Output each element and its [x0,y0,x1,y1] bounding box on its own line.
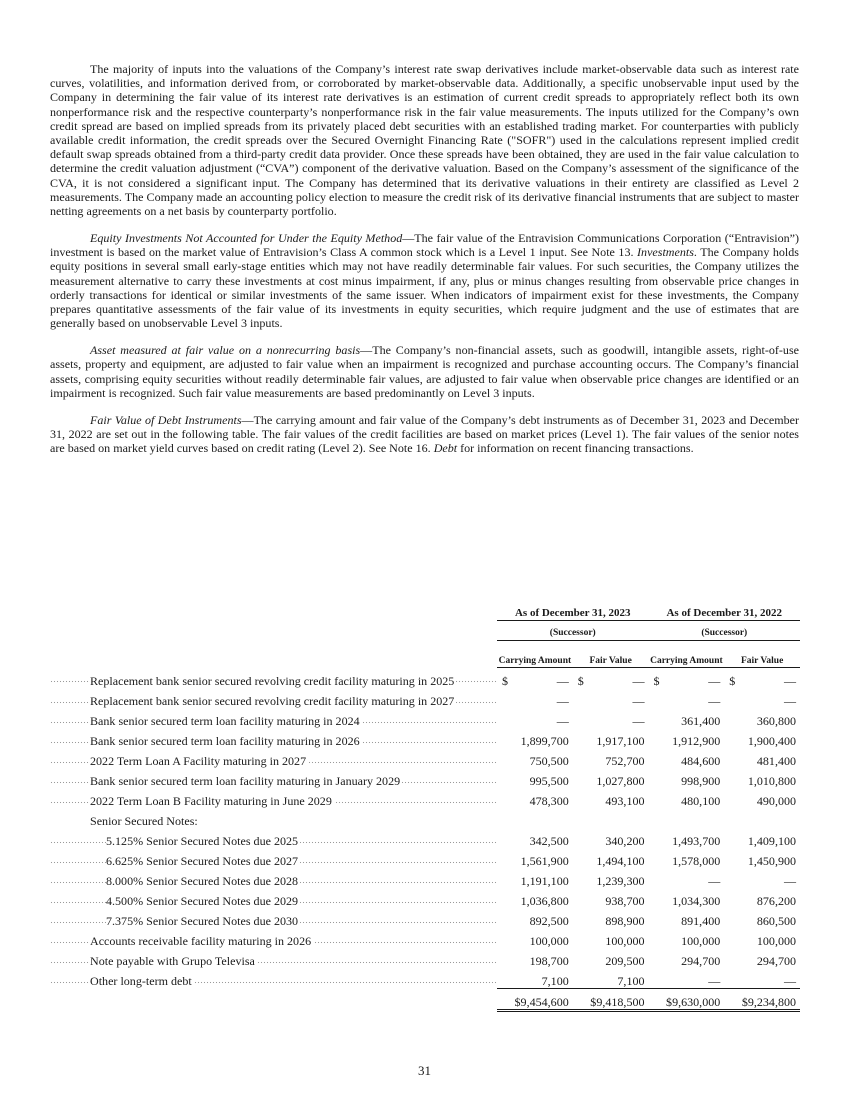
paragraph-text: —The Company’s non-financial assets, such as goodwill, intangible assets, right-of-use assets, property and equipment, are adjusted to fair value when an impairment is recognized and purchase accounting occurs. The Company’s financial assets, comprising equity securities without readily determinable fair values, are adjusted to fair value when observable price changes are identified or an impairment is recognized. Such fair value measurements are based predominantly on Level 3 inputs. [50,343,799,400]
table-row [50,928,800,948]
header-period-2023: As of December 31, 2023 [497,600,649,620]
table-row [50,888,800,908]
cell-f22: 100,000 [756,933,797,948]
dollar-sign: $ [577,673,584,688]
cell-c23: 478,300 [529,793,569,808]
row-label: Replacement bank senior secured revolving credit facility maturing in 2025 [50,667,497,688]
header-successor-2023: (Successor) [497,620,649,640]
paragraph-text: for information on recent financing transactions. [457,441,694,456]
table-row [50,667,800,688]
header-carrying-2023: Carrying Amount [497,640,573,667]
cell-c22: 480,100 [681,793,721,808]
cell-f22: 360,800 [756,713,797,728]
cell-c23: 100,000 [529,933,569,948]
table-row [50,828,800,848]
row-label: 5.125% Senior Secured Notes due 2025 [50,828,497,848]
table-row [50,968,800,989]
table-row [50,768,800,788]
row-label: Replacement bank senior secured revolving credit facility maturing in 2027 [50,688,497,708]
table-row [50,948,800,968]
cell-f23: 1,239,300 [596,873,645,888]
dollar-sign: $ [653,673,660,688]
debt-instruments-table [50,600,800,1012]
cell-f22: 481,400 [756,753,797,768]
total-c23: $9,454,600 [497,988,573,1010]
paragraph-debt-fair-value [50,413,799,456]
cell-c22: 100,000 [681,933,721,948]
cell-f22: — [783,693,797,708]
cell-c23: 1,191,100 [520,873,569,888]
cell-c23: 995,500 [529,773,569,788]
cell-f23: 1,027,800 [596,773,645,788]
cell-c23: 198,700 [529,953,569,968]
paragraph-heading: Asset measured at fair value on a nonrecurring basis [90,343,361,358]
cell-f22: 860,500 [756,913,797,928]
cell-c22: — [708,693,721,708]
cell-f23: 1,494,100 [596,853,645,868]
cell-f22: 294,700 [756,953,797,968]
cell-f23: $ — [573,667,649,688]
cell-c22: 891,400 [681,913,721,928]
dollar-sign: $ [502,673,509,688]
row-label: Bank senior secured term loan facility maturing in 2024 [50,708,497,728]
paragraph-text: —The fair value of the Entravision Communications Corporation (“Entravision”) investment is based on the market value of Entravision’s Class A common stock which is a Level 1 input. See Note 13. [50,231,800,260]
cell-f22: 1,409,100 [747,833,797,848]
cell-f23: 209,500 [605,953,645,968]
table-row [50,908,800,928]
cell-c22: — [708,873,721,888]
cell-f22: 1,900,400 [747,733,797,748]
cell-c22: 998,900 [681,773,721,788]
row-label: 7.375% Senior Secured Notes due 2030 [50,908,497,928]
cell-f22: 1,450,900 [747,853,797,868]
document-body [50,62,799,468]
cell-f22: — [783,873,797,888]
cell-f23: 898,900 [605,913,645,928]
cell-f23: 938,700 [605,893,645,908]
paragraph-equity-investments [50,231,799,330]
paragraph-text: The majority of inputs into the valuations of the Company’s interest rate swap derivatives include market-observable data such as interest rate curves, volatilities, and information derived from, or corroborated by market-observable data. Additionally, a specific unobservable input used by the Company in determining the fair value of its interest rate derivatives is an estimation of current credit spreads to appropriately reflect both its own nonperformance risk and the respective counterparty’s nonperformance risk in the fair value measurements. The inputs utilized for the Company’s own credit spread are based on implied spreads from its privately placed debt securities with an established trading market. For counterparties with publicly available credit information, the credit spreads over the Secured Overnight Financing Rate ("SOFR") used in the calculations represent implied credit default swap spreads obtained from a third-party credit data provider. Once these spreads have been obtained, they are used in the fair value calculation to determine the credit valuation adjustment (“CVA”) component of the derivative valuation. Based on the Company’s assessment of the significance of the CVA, it is not considered a significant input. The Company has determined that its derivative valuations in their entirety are classified as Level 2 measurements. The Company made an accounting policy election to measure the credit risk of its derivative financial instruments that are subject to master netting agreements on a net basis by counterparty portfolio. [50,62,799,219]
cell-f22: 490,000 [756,793,797,808]
paragraph-heading: Equity Investments Not Accounted for Under the Equity Method [90,231,403,246]
cell-f22: $ — [724,667,800,688]
header-columns-row [50,640,800,667]
paragraph-nonrecurring-basis [50,343,799,400]
row-label: Note payable with Grupo Televisa [50,948,497,968]
header-successor-row [50,620,800,640]
cell-c22: $ — [649,667,725,688]
cell-c23: 750,500 [529,753,569,768]
table-row [50,788,800,808]
table-row [50,728,800,748]
header-fair-2022: Fair Value [724,640,800,667]
row-label: 2022 Term Loan B Facility maturing in June 2029 [50,788,497,808]
table-row [50,848,800,868]
row-label: Bank senior secured term loan facility maturing in January 2029 [50,768,497,788]
cell-c23: 7,100 [541,973,569,988]
cell-c23: 1,561,900 [520,853,569,868]
cell-c23: — [556,713,569,728]
row-label: 2022 Term Loan A Facility maturing in 2027 [50,748,497,768]
total-row [50,988,800,1010]
row-label: 4.500% Senior Secured Notes due 2029 [50,888,497,908]
cell-c22: 361,400 [681,713,721,728]
senior-notes-heading-row [50,808,800,828]
paragraph-text: . The Company holds equity positions in several small early-stage entities which may not have readily determinable fair values. For such securities, the Company utilizes the measurement alternative to carry these investments at cost minus impairment, if any, plus or minus changes resulting from observable price changes in orderly transactions for identical or similar investments of the same issuer. When indicators of impairment exist for these investments, the Company prepares quantitative assessments of the fair value of its investments in equity securities, which require judgment and the use of estimates that are generally based on unobservable Level 3 inputs. [50,245,799,331]
cell-f23: 493,100 [605,793,645,808]
table-row [50,708,800,728]
header-successor-2022: (Successor) [649,620,801,640]
cell-f22: — [783,973,797,988]
row-label: 6.625% Senior Secured Notes due 2027 [50,848,497,868]
dollar-sign: $ [729,673,736,688]
row-label: Other long-term debt [50,968,497,989]
header-fair-2023: Fair Value [573,640,649,667]
cell-f23: — [632,693,645,708]
cell-c23: 892,500 [529,913,569,928]
cell-f23: 752,700 [605,753,645,768]
cell-c22: — [708,973,721,988]
row-label: 8.000% Senior Secured Notes due 2028 [50,868,497,888]
paragraph-heading: Fair Value of Debt Instruments [90,412,242,427]
paragraph-interest-rate-swaps [50,62,799,218]
cell-f23: 1,917,100 [596,733,645,748]
cell-c22: 1,912,900 [672,733,721,748]
row-label: Accounts receivable facility maturing in 2026 [50,928,497,948]
total-f22: $9,234,800 [724,988,800,1010]
cell-c23: — [556,693,569,708]
cell-f23: 7,100 [617,973,645,988]
total-f23: $9,418,500 [573,988,649,1010]
page-number: 31 [418,1063,431,1078]
note-reference: Investments [637,245,694,260]
cell-c22: 1,578,000 [672,853,721,868]
cell-f23: — [632,713,645,728]
note-reference: Debt [433,441,458,456]
cell-c22: 294,700 [681,953,721,968]
cell-c23: $ — [497,667,573,688]
cell-c22: 484,600 [681,753,721,768]
cell-f22: 1,010,800 [747,773,797,788]
senior-notes-heading: Senior Secured Notes: [90,813,198,828]
table-row [50,748,800,768]
cell-c23: 342,500 [529,833,569,848]
header-carrying-2022: Carrying Amount [649,640,725,667]
cell-c23: 1,036,800 [520,893,569,908]
cell-c22: 1,493,700 [672,833,721,848]
cell-f23: 100,000 [605,933,645,948]
total-c22: $9,630,000 [649,988,725,1010]
cell-f23: 340,200 [605,833,645,848]
cell-f22: 876,200 [756,893,797,908]
header-period-2022: As of December 31, 2022 [649,600,801,620]
paragraph-text: —The carrying amount and fair value of the Company’s debt instruments as of December 31, 2023 and December 31, 2022 are set out in the following table. The fair values of the credit facilities are based on market prices (Level 1). The fair values of the senior notes are based on market yield curves based on credit rating (Level 2). See Note 16. [50,412,799,456]
cell-c23: 1,899,700 [520,733,569,748]
cell-c22: 1,034,300 [672,893,721,908]
row-label: Bank senior secured term loan facility maturing in 2026 [50,728,497,748]
header-period-row [50,600,800,620]
table-row [50,688,800,708]
table-row [50,868,800,888]
